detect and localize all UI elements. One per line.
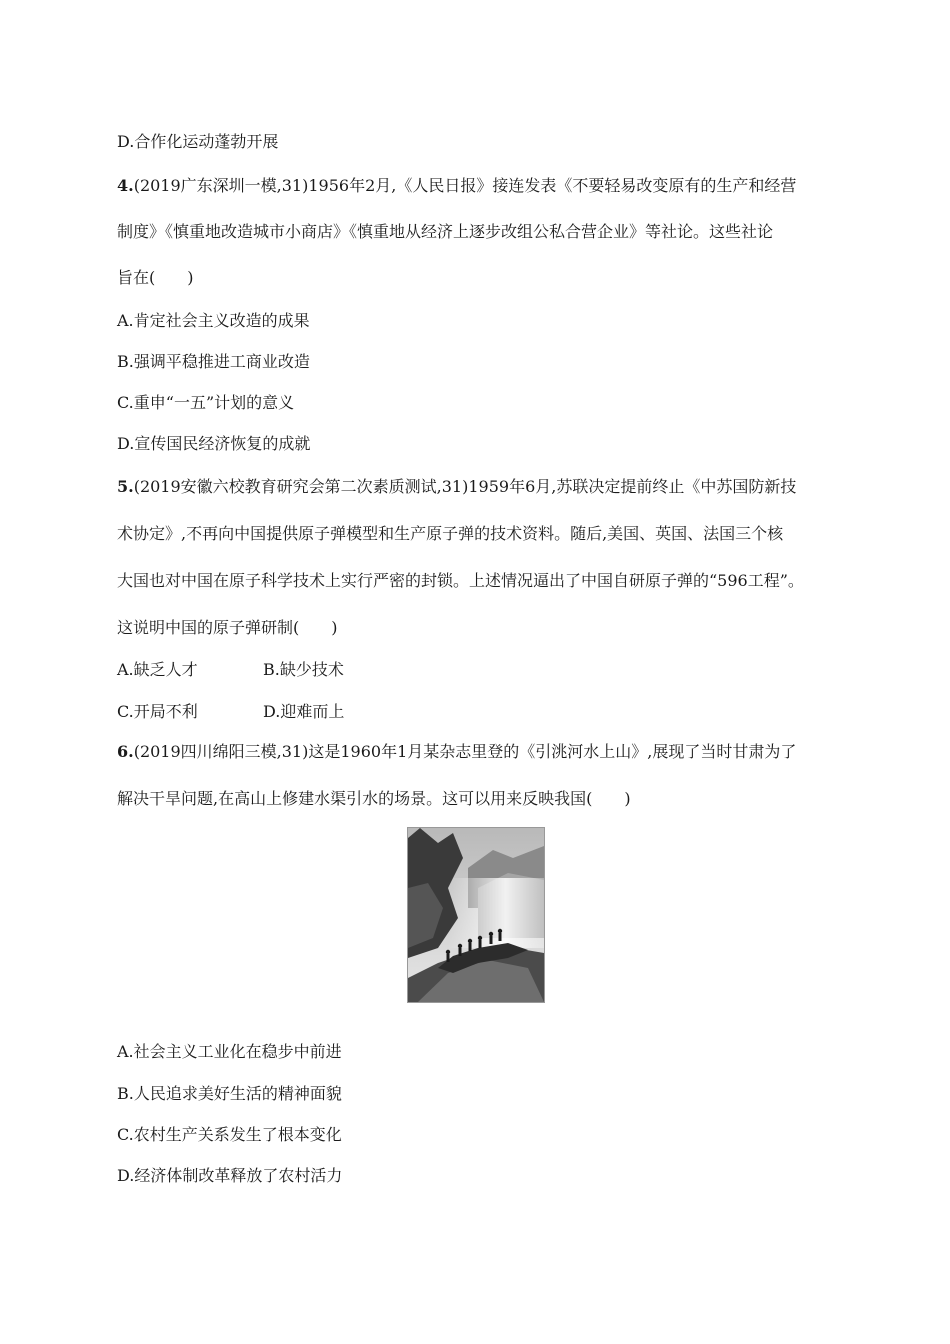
q4-option-c: C.重申“一五”计划的意义 <box>117 393 295 412</box>
q5-line-4: 这说明中国的原子弹研制( ) <box>117 618 338 637</box>
q4-number: 4. <box>117 176 134 195</box>
q4-line-3: 旨在( ) <box>117 268 194 287</box>
q5-option-a: A.缺乏人才 <box>117 660 198 679</box>
q6-line-2: 解决干旱问题,在高山上修建水渠引水的场景。这可以用来反映我国( ) <box>117 789 631 808</box>
q3-option-d: D.合作化运动蓬勃开展 <box>117 132 279 151</box>
q4-option-a: A.肯定社会主义改造的成果 <box>117 311 310 330</box>
q6-option-c: C.农村生产关系发生了根本变化 <box>117 1125 342 1144</box>
q6-line-1 <box>117 742 796 762</box>
q5-option-b: B.缺少技术 <box>263 660 344 679</box>
q5-option-c: C.开局不利 <box>117 702 198 721</box>
mountain-canal-image <box>408 828 544 1002</box>
q6-option-d: D.经济体制改革释放了农村活力 <box>117 1166 343 1185</box>
q4-stem-1: (2019广东深圳一模,31)1956年2月,《人民日报》接连发表《不要轻易改变原有的生产和经营 <box>133 176 797 195</box>
q5-line-1 <box>117 477 796 497</box>
q6-option-b: B.人民追求美好生活的精神面貌 <box>117 1084 342 1103</box>
q6-stem-1: (2019四川绵阳三模,31)这是1960年1月某杂志里登的《引洮河水上山》,展现了当时甘肃为了 <box>133 742 797 761</box>
q4-option-d: D.宣传国民经济恢复的成就 <box>117 434 311 453</box>
q5-option-d: D.迎难而上 <box>263 702 345 721</box>
q5-line-2: 术协定》,不再向中国提供原子弹模型和生产原子弹的技术资料。随后,美国、英国、法国三个核 <box>117 524 784 543</box>
canal-photo <box>407 827 545 1003</box>
q5-stem-1: (2019安徽六校教育研究会第二次素质测试,31)1959年6月,苏联决定提前终止《中苏国防新技 <box>133 477 797 496</box>
q4-line-2: 制度》《慎重地改造城市小商店》《慎重地从经济上逐步改组公私合营企业》等社论。这些社论 <box>117 222 774 241</box>
q5-number: 5. <box>117 477 134 496</box>
q5-line-3: 大国也对中国在原子科学技术上实行严密的封锁。上述情况逼出了中国自研原子弹的“596工程”。 <box>117 571 804 590</box>
q4-line-1 <box>117 176 796 196</box>
q6-number: 6. <box>117 742 134 761</box>
q6-option-a: A.社会主义工业化在稳步中前进 <box>117 1042 342 1061</box>
q4-option-b: B.强调平稳推进工商业改造 <box>117 352 310 371</box>
